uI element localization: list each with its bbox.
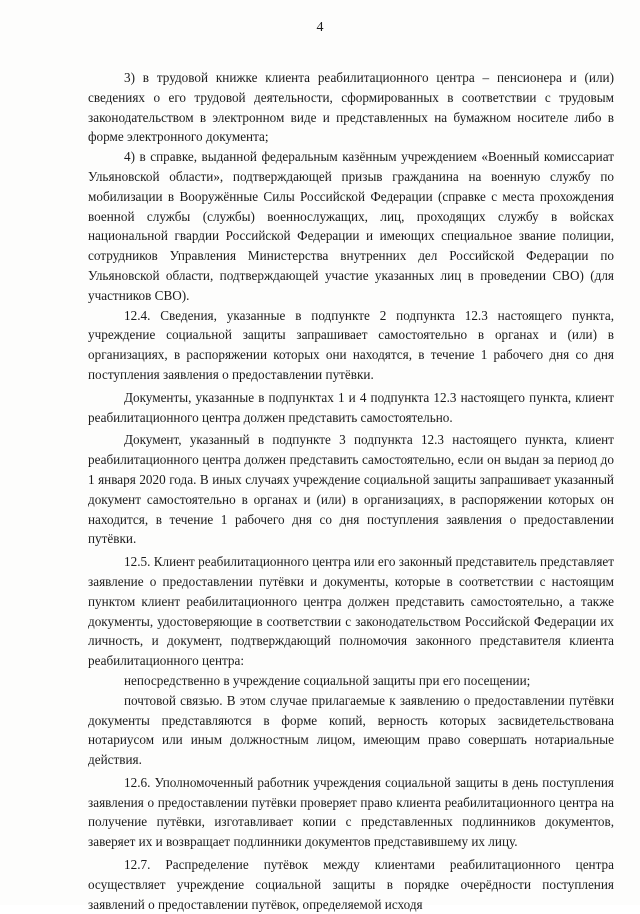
paragraph-12-7: 12.7. Распределение путёвок между клиентами реабилитационного центра осуществляет учреждение социальной защиты в порядке очерёдности поступления заявлений о предоставлении путёвок, определяемой исходя bbox=[88, 857, 614, 912]
paragraph-item-4: 4) в справке, выданной федеральным казённым учреждением «Военный комиссариат Ульяновской области», подтверждающей призыв гражданина на военную службу по мобилизации в Вооружённые Силы Российской Федерации (справке с места прохождения военной службы (службы) военнослужащих, лиц, проходящих службу в войсках национальной гвардии Российской Федерации и имеющих специальное звание полиции, сотрудников Управления Министерства внутренних дел Российской Федерации по Ульяновской области, подтверждающей участие указанных лиц в проведении СВО) (для участников СВО). bbox=[88, 149, 614, 303]
paragraph-12-6: 12.6. Уполномоченный работник учреждения социальной защиты в день поступления заявления о предоставлении путёвки проверяет право клиента реабилитационного центра на получение путёвки, изготавливает копии с представленных подлинников документов, заверяет их и возвращает подлинники документов представившему их лицу. bbox=[88, 774, 614, 850]
paragraph-documents-1-4: Документы, указанные в подпунктах 1 и 4 подпункта 12.3 настоящего пункта, клиент реабилитационного центра должен представить самостоятельно. bbox=[88, 389, 614, 425]
paragraph-12-5: 12.5. Клиент реабилитационного центра или его законный представитель представляет заявление о предоставлении путёвки и документы, которые в соответствии с настоящим пунктом клиент реабилитационного центра должен представить самостоятельно, а также документы, удостоверяющие в соответствии с законодательством Российской Федерации их личность, и документ, подтверждающий полномочия законного представителя клиента реабилитационного центра: bbox=[88, 554, 614, 669]
paragraph-in-person: непосредственно в учреждение социальной защиты при его посещении; bbox=[124, 672, 531, 688]
paragraph-document-3: Документ, указанный в подпункте 3 подпункта 12.3 настоящего пункта, клиент реабилитационного центра должен представить самостоятельно, если он выдан за период до 1 января 2020 года. В иных случаях учреждение социальной защиты запрашивает указанный документ самостоятельно в органах и (или) в организациях, в распоряжении которых он находится, в течение 1 рабочего дня со дня поступления заявления о предоставлении путёвки. bbox=[88, 432, 614, 547]
document-body bbox=[88, 68, 614, 914]
paragraph-item-3: 3) в трудовой книжке клиента реабилитационного центра – пенсионера и (или) сведениях о его трудовой деятельности, сформированных в соответствии с трудовым законодательством в электронном виде и представленных на бумажном носителе либо в форме электронного документа; bbox=[88, 70, 614, 145]
paragraph-12-4: 12.4. Сведения, указанные в подпункте 2 подпункта 12.3 настоящего пункта, учреждение социальной защиты запрашивает самостоятельно в органах и (или) в организациях, в распоряжении которых они находятся, в течение 1 рабочего дня со дня поступления заявления о предоставлении путёвки. bbox=[88, 307, 614, 382]
paragraph-by-post: почтовой связью. В этом случае прилагаемые к заявлению о предоставлении путёвки документы представляются в форме копий, верность которых засвидетельствована нотариусом или иным должностным лицом, имеющим право совершать нотариальные действия. bbox=[88, 692, 614, 768]
page-number: 4 bbox=[316, 20, 324, 35]
